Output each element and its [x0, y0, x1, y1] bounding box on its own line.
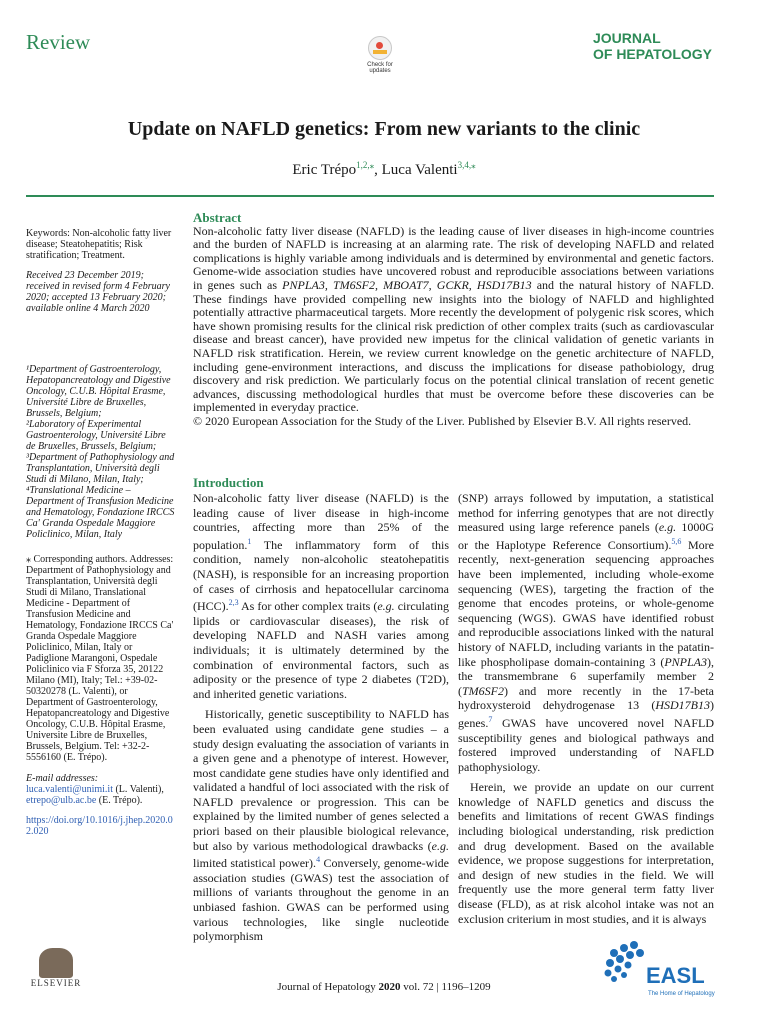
- article-history: Received 23 December 2019; received in revised form 4 February 2020; accepted 13 February 2020; available online 4 March 2020: [26, 270, 170, 314]
- text-column-left: [193, 491, 449, 950]
- email-link[interactable]: luca.valenti@unimi.it: [26, 784, 113, 795]
- affiliation: ³Department of Pathophysiology and Transplantation, Università degli Studi di Milano, Milan, Italy;: [26, 452, 175, 485]
- journal-logo-line1: JOURNAL: [592, 30, 661, 46]
- abstract-heading: Abstract: [193, 210, 242, 225]
- check-updates-icon: [368, 36, 392, 60]
- author-name: Eric Trépo: [292, 162, 357, 178]
- author-name: Luca Valenti: [381, 162, 458, 178]
- easl-tagline: The Home of Hepatology: [648, 991, 715, 997]
- author-affiliation-marker[interactable]: 3,4,⁎: [457, 160, 476, 170]
- email-link[interactable]: etrepo@ulb.ac.be: [26, 795, 97, 806]
- email-owner: (L. Valenti),: [112, 784, 164, 795]
- affiliation: ⁴Translational Medicine – Department of Transfusion Medicine and Hematology, Fondazione IRCCS Ca' Granda Ospedale Maggiore Policlinico, Milan, Italy: [26, 485, 175, 540]
- affiliations: [26, 364, 176, 540]
- page-footer: [0, 981, 768, 993]
- affiliation: ²Laboratory of Experimental Gastroenterology, Université Libre de Bruxelles, Brussels, Belgium;: [26, 419, 166, 452]
- article-title: Update on NAFLD genetics: From new variants to the clinic: [127, 118, 641, 140]
- journal-logo-line2: OF HEPATOLOGY: [592, 46, 712, 62]
- easl-logo: [600, 935, 720, 1005]
- paragraph: Herein, we provide an update on our current knowledge of NAFLD genetics and discuss the benefits and limitations of recent GWAS findings including biological understanding, risk prediction and drug development. Based on the available evidence, we propose suggestions for interpretation, and design of new studies in the field. We will frequently use the more general term fatty liver disease (FLD), as at risk alcohol intake was not an exclusion criterium in most studies, and it is always: [458, 780, 714, 926]
- introduction-heading: Introduction: [193, 475, 264, 490]
- author-separator: ,: [374, 162, 382, 178]
- paragraph: Non-alcoholic fatty liver disease (NAFLD) is the leading cause of liver disease in high-income countries, affecting more than 25% of the population.$^1$ The inflammatory form of this condition, namely non-alcoholic steatohepatitis (NASH), is responsible for an increasing proportion of cases of cirrhosis and hepatocellular carcinoma (HCC).$^{2,3}$ As for other complex traits (e.g. circulating lipids or cardiovascular diseases), the risk of developing NAFLD and NASH varies among individuals; it is ultimately determined by the combination of environmental factors, such as adiposity or the presence of type 2 diabetes (T2D), and inherited genetic variations.: [193, 491, 450, 701]
- citation-link[interactable]: 7: [488, 714, 493, 724]
- keywords: Keywords: Non-alcoholic fatty liver disease; Steatohepatitis; Risk stratification; Treatment.: [26, 228, 172, 261]
- corresponding-author-note: ⁎ Corresponding authors. Addresses: Department of Pathophysiology and Transplantation, Università degli Studi di Milano, Translational Medicine - Department of Transfusion Medicine and Hematology, Fondazione IRCCS Ca' Granda Ospedale Maggiore Policlinico, Milan, Italy or Padiglione Marangoni, Ospedale Policlinico via F Sforza 35, 20122 Milano (MI), Italy; Tel.: +39-02-50320278 (L. Valenti), or Department of Gastroenterology, Hepatopancreatology and Digestive Oncology, C.U.B. Hôpital Erasme, Universite Libre de Bruxelles, Brussels, Belgium. Tel: +32-2-5556160 (E. Trépo).: [26, 554, 174, 763]
- elsevier-wordmark: ELSEVIER: [30, 978, 82, 988]
- header-divider: [26, 195, 714, 197]
- abstract-body: [193, 225, 714, 415]
- journal-logo: [593, 30, 712, 62]
- author-list: [0, 160, 768, 179]
- review-label: Review: [26, 30, 91, 54]
- author-affiliation-marker[interactable]: 1,2,⁎: [356, 160, 375, 170]
- text-column-right: [458, 491, 714, 932]
- elsevier-tree-icon: [39, 948, 73, 978]
- email-addresses: [26, 773, 176, 806]
- citation-link[interactable]: 2,3: [228, 598, 239, 608]
- affiliation: ¹Department of Gastroenterology, Hepatopancreatology and Digestive Oncology, C.U.B. Hôpital Erasme, Université Libre de Bruxelles, Brussels, Belgium;: [26, 364, 171, 419]
- abstract-text: and the natural history of NAFLD. These findings have provided compelling new insights into the biology of NAFLD and highlighted potentially attractive pharmaceutical targets. More recently the development of polygenic risk scores, which have shown promising results for the clinical risk prediction of other complex traits (such as cardiovascular disease and breast cancer), have provided new impetus for the clinical validation of genetic variants in NAFLD risk stratification. Herein, we review current knowledge on the genetic architecture of NAFLD, including gene-environment interactions, and discuss the implications for disease pathobiology, drug discovery and risk prediction. We particularly focus on the potential clinical translation of recent genetic advances, discussing methodological hurdles that must be overcome before these discoveries can be implemented in everyday practice.: [193, 277, 714, 415]
- doi-link[interactable]: https://doi.org/10.1016/j.jhep.2020.02.020: [26, 815, 173, 837]
- email-label: E-mail addresses:: [26, 773, 99, 784]
- easl-dots-icon: [605, 941, 645, 982]
- citation-link[interactable]: 1: [247, 536, 252, 546]
- abstract: [193, 211, 714, 429]
- footer-journal: Journal of Hepatology: [277, 981, 379, 993]
- citation-link[interactable]: 5,6: [671, 536, 682, 546]
- footer-year: 2020: [378, 981, 401, 993]
- check-for-updates-badge[interactable]: [362, 36, 398, 72]
- abstract-text: Non-alcoholic fatty liver disease (NAFLD) is the leading cause of liver diseases in high-income countries and the burden of NAFLD is increasing at an alarming rate. The risk of developing NAFLD and related complications is highly variable among individuals and is determined by environmental and genetic factors. Genome-wide association studies have uncovered robust and reproducible associations between variations in genes such as: [193, 223, 714, 292]
- easl-wordmark: EASL: [646, 963, 705, 988]
- citation-link[interactable]: 4: [316, 855, 321, 865]
- paragraph: (SNP) arrays followed by imputation, a statistical method for inferring genotypes that are not directly measured using large reference panels (e.g. 1000G or the Haplotype Reference Consortium).$^{5,6}$ More recently, next-generation sequencing approaches have been implemented, including whole-exome sequencing (WES), targeting the fraction of the genome that encodes proteins, or whole-genome sequencing (WGS). GWAS have identified robust and reproducible associations linked with the natural history of NAFLD, including variants in the patatin-like phospholipase domain-containing 3 (PNPLA3), the transmembrane 6 superfamily member 2 (TM6SF2) and more recently in the 17-beta hydroxysteroid dehydrogenase 13 (HSD17B13) genes.$^7$ GWAS have uncovered novel NAFLD susceptibility genes and biological pathways and fostered improved understanding of NAFLD pathophysiology.: [458, 491, 714, 774]
- abstract-gene-names: PNPLA3, TM6SF2, MBOAT7, GCKR, HSD17B13: [282, 277, 532, 292]
- check-updates-label: Check for updates: [367, 62, 393, 74]
- article-sidebar: [26, 228, 176, 846]
- copyright-notice: © 2020 European Association for the Study of the Liver. Published by Elsevier B.V. All rights reserved.: [193, 413, 692, 428]
- email-owner: (E. Trépo).: [96, 795, 143, 806]
- footer-volume: vol. 72 | 1196–1209: [400, 981, 491, 993]
- paragraph: Historically, genetic susceptibility to NAFLD has been evaluated using candidate gene studies – a study design evaluating the association of variants in a given gene and a phenotype of interest. However, most candidate gene studies have only identified and validated a handful of loci associated with the risk of NAFLD prevalence or progression. This can be explained by the limited number of genes selected a priori based on their plausible biological relevance, but also by various methodological drawbacks (e.g. limited statistical power).$^4$ Conversely, genome-wide association studies (GWAS) test the association of millions of variants throughout the genome in an unbiased fashion. GWAS can be performed using various technologies, like single nucleotide polymorphism: [193, 707, 449, 944]
